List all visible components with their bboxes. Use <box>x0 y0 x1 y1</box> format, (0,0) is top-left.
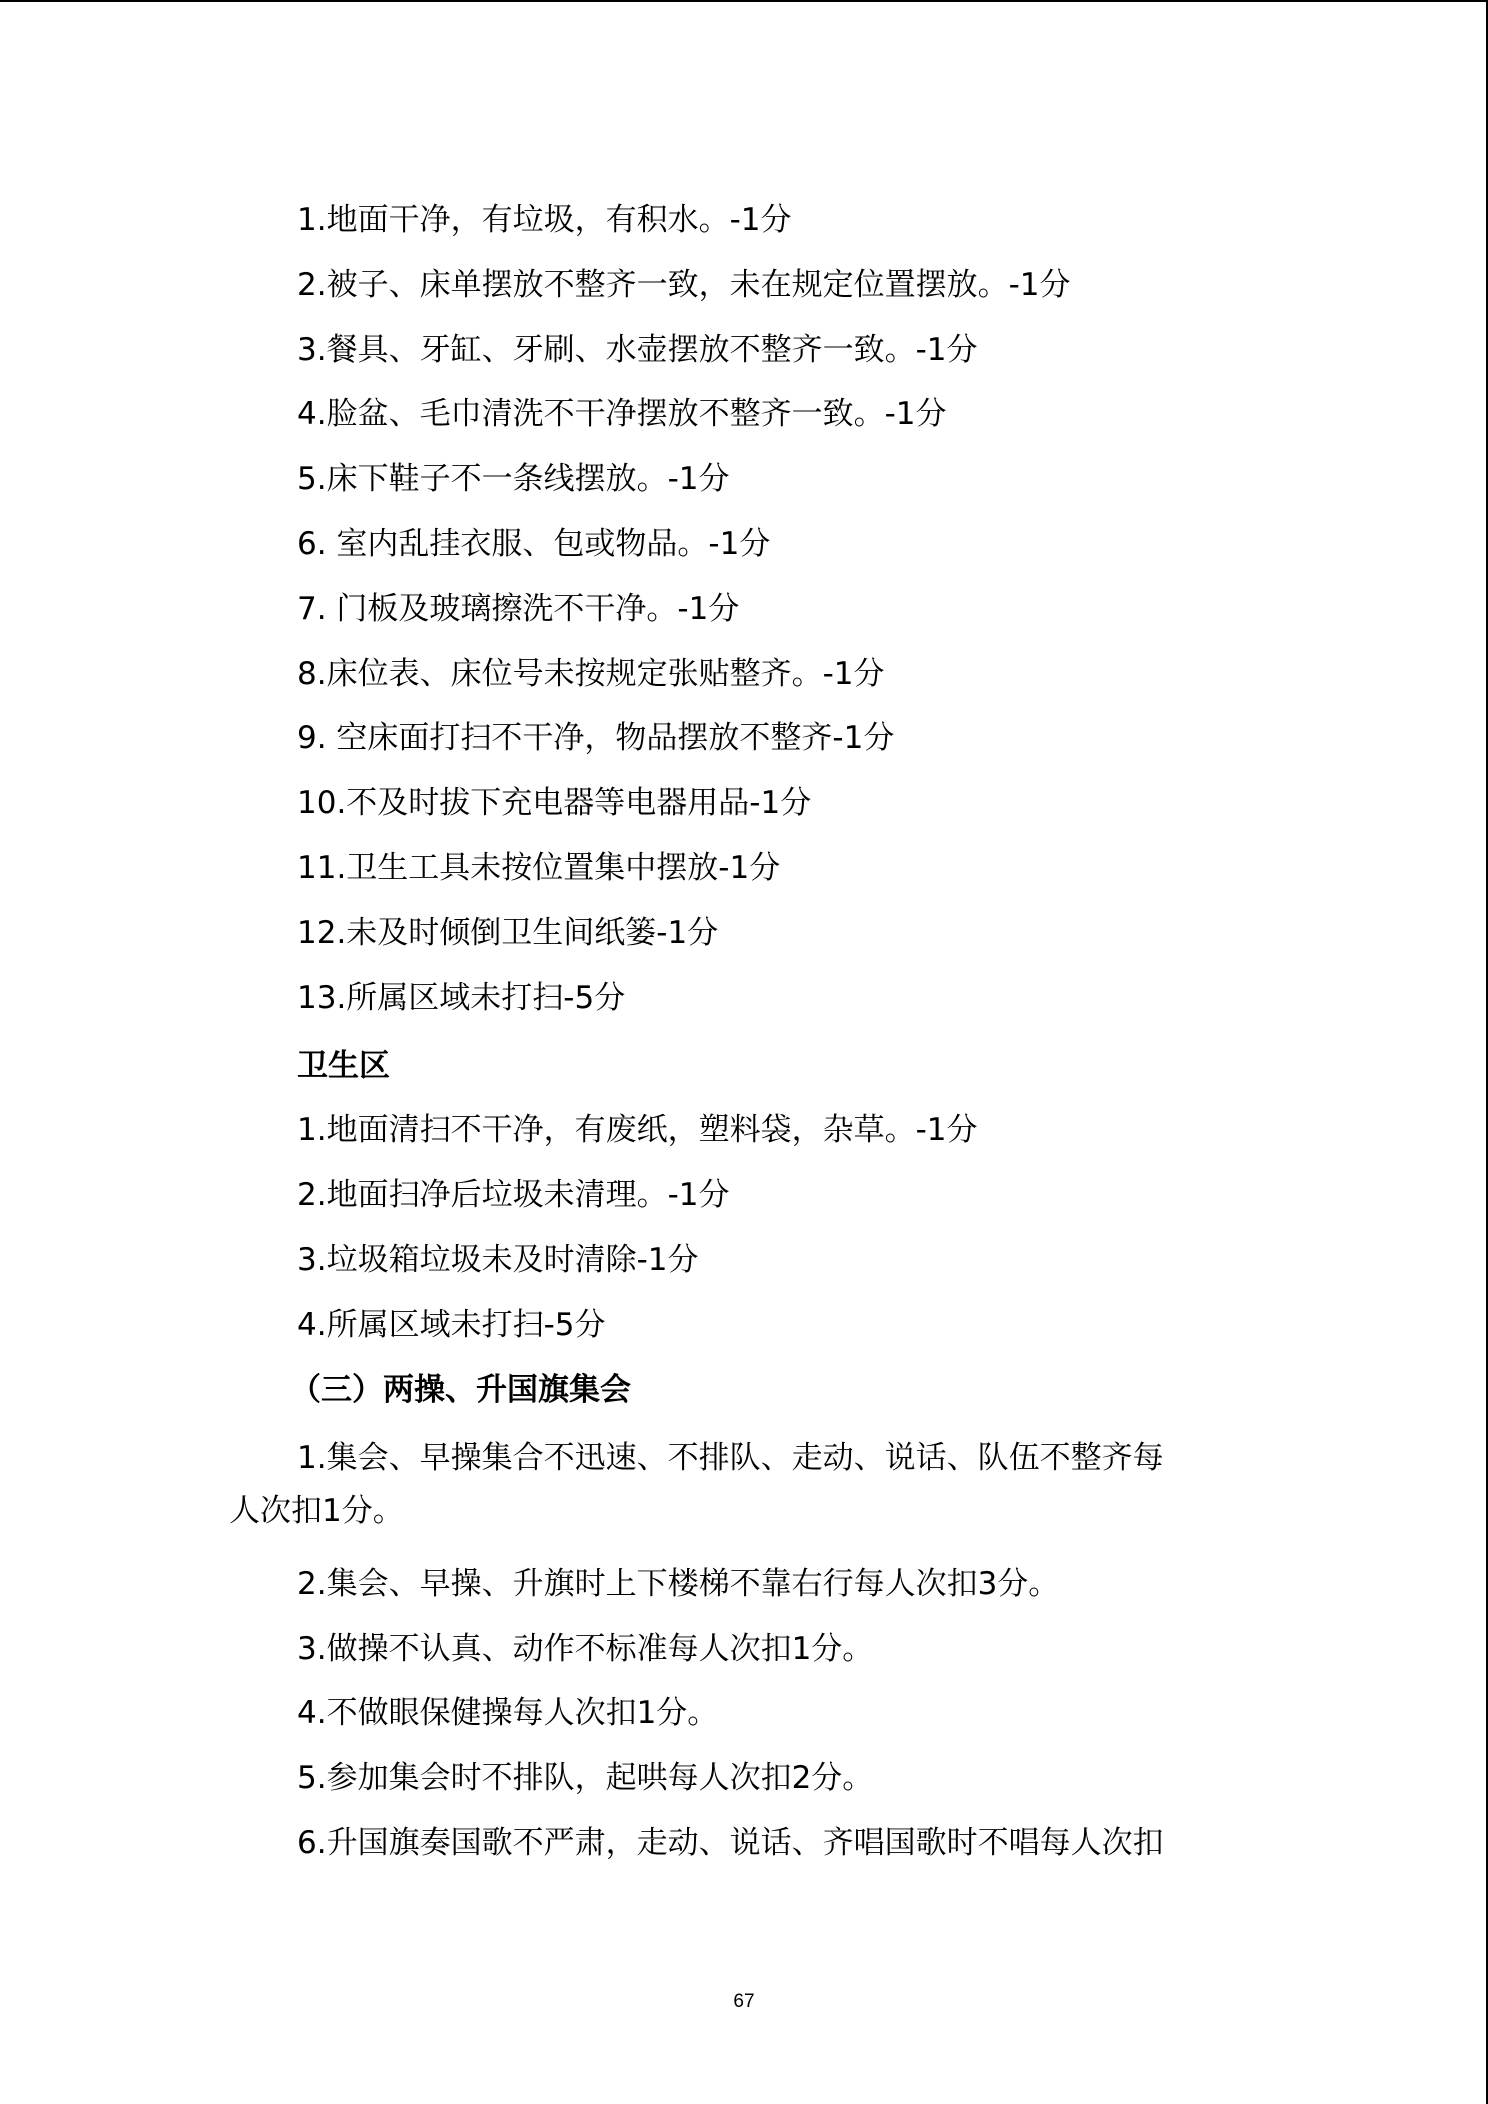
dormitory-item-6: 6. 室内乱挂衣服、包或物品。-1分 <box>297 526 771 562</box>
page-number: 67 <box>733 1991 755 2012</box>
hygiene-item-2: 2.地面扫净后垃圾未清理。-1分 <box>297 1177 730 1213</box>
dormitory-item-7: 7. 门板及玻璃擦洗不干净。-1分 <box>297 591 740 627</box>
section-item-5: 5.参加集会时不排队，起哄每人次扣2分。 <box>297 1760 874 1796</box>
section-item-4: 4.不做眼保健操每人次扣1分。 <box>297 1695 719 1731</box>
dormitory-item-8: 8.床位表、床位号未按规定张贴整齐。-1分 <box>297 656 885 692</box>
dormitory-item-4: 4.脸盆、毛巾清洗不干净摆放不整齐一致。-1分 <box>297 396 947 432</box>
dormitory-item-9: 9. 空床面打扫不干净，物品摆放不整齐-1分 <box>297 720 895 756</box>
section-item-3: 3.做操不认真、动作不标准每人次扣1分。 <box>297 1631 874 1667</box>
section-heading: （三）两操、升国旗集会 <box>290 1372 631 1408</box>
hygiene-item-4: 4.所属区域未打扫-5分 <box>297 1307 606 1343</box>
page-top-border <box>0 0 1488 2</box>
dormitory-item-1: 1.地面干净，有垃圾，有积水。-1分 <box>297 202 792 238</box>
hygiene-area-heading: 卫生区 <box>297 1048 390 1084</box>
dormitory-item-5: 5.床下鞋子不一条线摆放。-1分 <box>297 461 730 497</box>
dormitory-item-13: 13.所属区域未打扫-5分 <box>297 980 626 1016</box>
dormitory-item-12: 12.未及时倾倒卫生间纸篓-1分 <box>297 915 719 951</box>
dormitory-item-3: 3.餐具、牙缸、牙刷、水壶摆放不整齐一致。-1分 <box>297 332 978 368</box>
dormitory-item-11: 11.卫生工具未按位置集中摆放-1分 <box>297 850 781 886</box>
section-item-6: 6.升国旗奏国歌不严肃，走动、说话、齐唱国歌时不唱每人次扣 <box>297 1825 1164 1861</box>
section-item-1-continuation: 人次扣1分。 <box>229 1493 404 1529</box>
dormitory-item-2: 2.被子、床单摆放不整齐一致，未在规定位置摆放。-1分 <box>297 267 1071 303</box>
section-item-1: 1.集会、早操集合不迅速、不排队、走动、说话、队伍不整齐每 <box>297 1440 1164 1476</box>
dormitory-item-10: 10.不及时拔下充电器等电器用品-1分 <box>297 785 812 821</box>
hygiene-item-1: 1.地面清扫不干净，有废纸，塑料袋，杂草。-1分 <box>297 1112 978 1148</box>
hygiene-item-3: 3.垃圾箱垃圾未及时清除-1分 <box>297 1242 699 1278</box>
section-item-2: 2.集会、早操、升旗时上下楼梯不靠右行每人次扣3分。 <box>297 1566 1060 1602</box>
